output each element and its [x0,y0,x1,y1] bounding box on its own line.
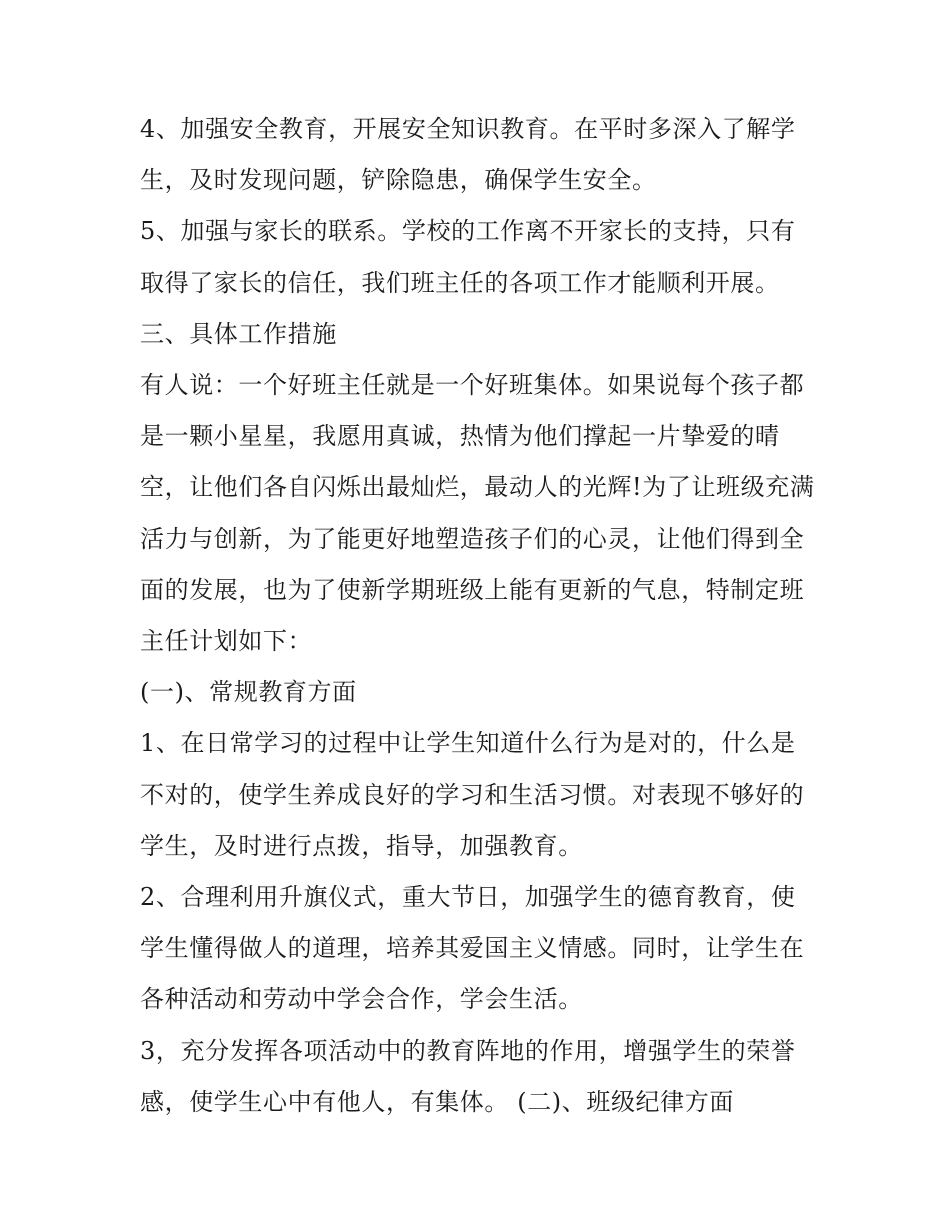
paragraph-introduction: 有人说：一个好班主任就是一个好班集体。如果说每个孩子都是一颗小星星，我愿用真诚，热情为他们撑起一片挚爱的晴空，让他们各自闪烁出最灿烂，最动人的光辉!为了让班级充满活力与创新，为了能更好地塑造孩子们的心灵，让他们得到全面的发展，也为了使新学期班级上能有更新的气息，特制定班主任计划如下： [140,371,815,656]
paragraph-parent-contact: 5、加强与家长的联系。学校的工作离不开家长的支持，只有取得了家长的信任，我们班主任的各项工作才能顺利开展。 [140,217,796,297]
subsection-heading-routine-education: (一)、常规教育方面 [140,678,357,707]
document-body [140,104,820,1128]
paragraph-item-3: 3，充分发挥各项活动中的教育阵地的作用，增强学生的荣誉感，使学生心中有他人，有集体。 (二)、班级纪律方面 [140,1036,796,1116]
paragraph-item-1: 1、在日常学习的过程中让学生知道什么行为是对的，什么是不对的，使学生养成良好的学习和生活习惯。对表现不够好的学生，及时进行点拨，指导，加强教育。 [140,729,805,860]
paragraph-safety-education: 4、加强安全教育，开展安全知识教育。在平时多深入了解学生，及时发现问题，铲除隐患，确保学生安全。 [140,115,796,195]
paragraph-item-2: 2、合理利用升旗仪式，重大节日，加强学生的德育教育，使学生懂得做人的道理，培养其爱国主义情感。同时，让学生在各种活动和劳动中学会合作，学会生活。 [140,883,805,1014]
section-heading-measures: 三、具体工作措施 [140,319,337,348]
